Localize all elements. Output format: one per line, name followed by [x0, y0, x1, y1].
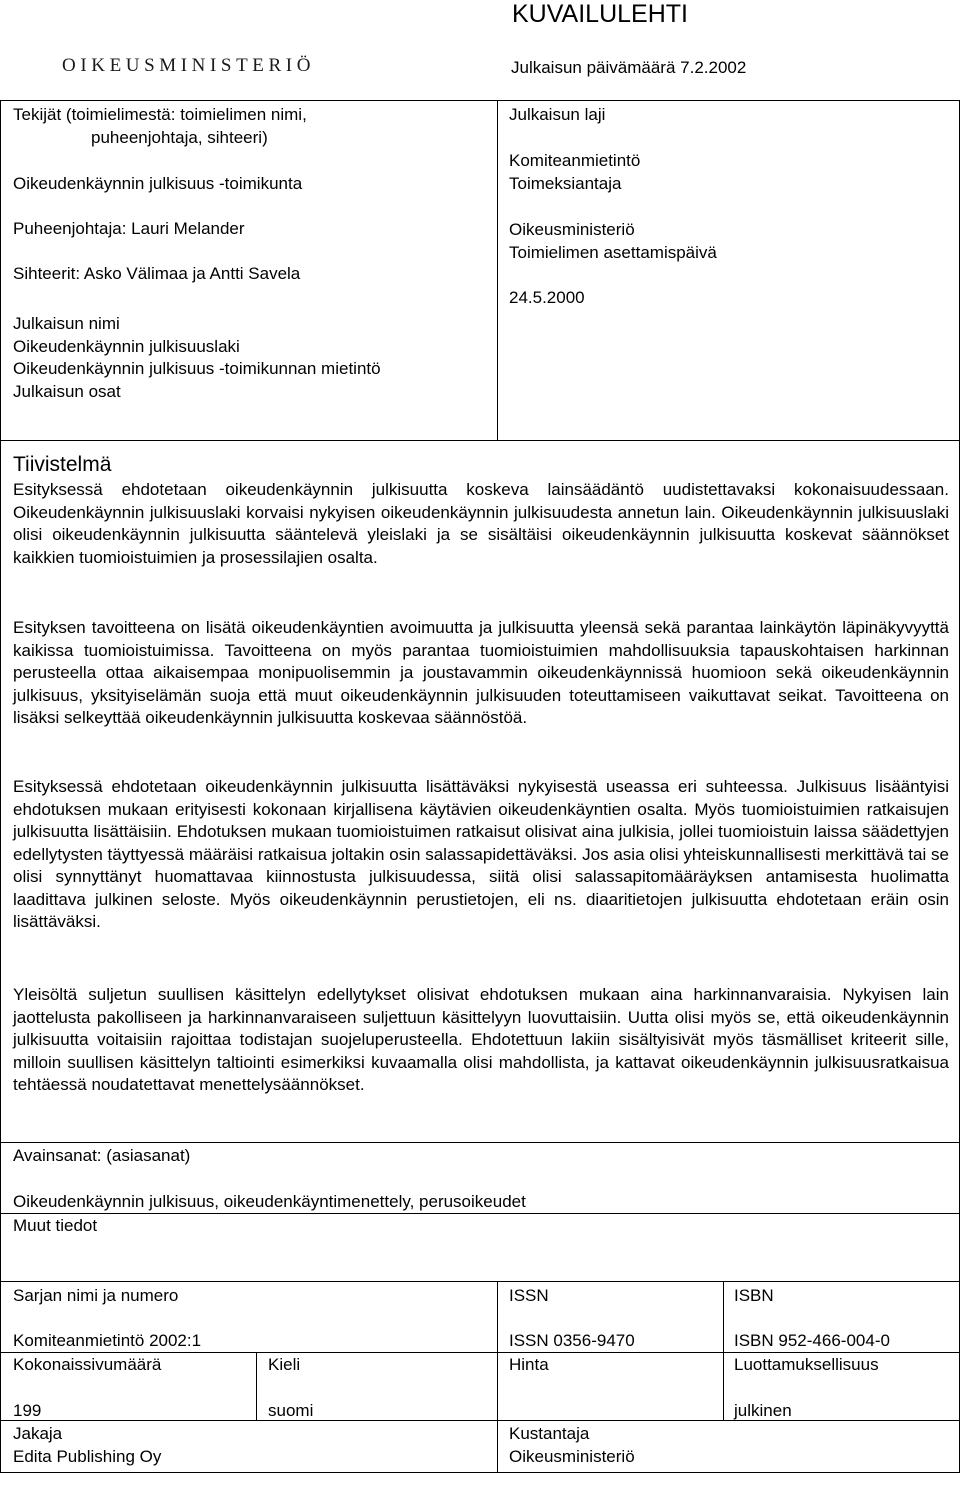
summary-paragraph-3: Esityksessä ehdotetaan oikeudenkäynnin julkisuutta lisättäväksi nykyisestä useassa eri suhteessa. Julkisuus lisääntyisi ehdotuksen mukaan erityisesti kokonaan kirjallisena käytävien oikeudenkäyntien osalta. Myös tuomioistuimien ratkaisujen julkisuutta lisättäisiin. Ehdotuksen mukaan tuomioistuimen ratkaisut olisivat aina julkisia, jollei tuomioistuin laissa säädettyjen edellytysten täyttyessä määräisi ratkaisua joltakin osin salassapidettäväksi. Jos asia olisi yhteiskunnallisesti merkittävä tai se olisi synnyttänyt huomattavaa kiinnostusta julkisuudessa, siitä olisi salassapitomääräyksen antamisesta huolimatta laadittava julkinen seloste. Myös oikeudenkäynnin perustietojen, eli ns. diaaritietojen julkisuutta ehdotetaan eräin osin lisättäväksi. — [13, 777, 949, 931]
footer-row-divider-2 — [0, 1420, 960, 1421]
price-label: Hinta — [509, 1355, 549, 1374]
distributor-value: Edita Publishing Oy — [13, 1447, 162, 1466]
publication-type-value: Komiteanmietintö — [509, 151, 641, 170]
publisher-value: Oikeusministeriö — [509, 1447, 635, 1466]
commissioner-label: Toimeksiantaja — [509, 174, 622, 193]
other-info-label: Muut tiedot — [13, 1216, 98, 1235]
publisher-label: Kustantaja — [509, 1424, 590, 1443]
language-label: Kieli — [268, 1355, 301, 1374]
distributor-label: Jakaja — [13, 1424, 63, 1443]
page-count-label: Kokonaissivumäärä — [13, 1355, 162, 1374]
keywords-value: Oikeudenkäynnin julkisuus, oikeudenkäyntimenettely, perusoikeudet — [13, 1192, 526, 1211]
series-value: Komiteanmietintö 2002:1 — [13, 1331, 202, 1350]
summary-title: Tiivistelmä — [13, 453, 112, 476]
summary-paragraph-2: Esityksen tavoitteena on lisätä oikeudenkäyntien avoimuutta ja julkisuutta yleensä sekä parantaa lainkäytön läpinäkyvyyttä kaikissa tuomioistuimissa. Tavoitteena on myös parantaa tuomioistuimien mahdollisuuksia tapauskohtaisen harkinnan perusteella ottaa aikaisempaa monipuolisemmin ja joustavammin oikeudenkäynnissä huomioon sekä oikeudenkäynnin julkisuus, yksityiselämän suoja että muut oikeudenkäynnin julkisuuden toteuttamiseen vaikuttavat seikat. Tavoitteena on lisäksi selkeyttää oikeudenkäynnin julkisuutta koskevaa säännöstöä. — [13, 618, 949, 727]
document-type-title: KUVAILULEHTI — [512, 0, 688, 28]
secretaries: Sihteerit: Asko Välimaa ja Antti Savela — [13, 264, 301, 283]
authors-label-line-2: puheenjohtaja, sihteeri) — [91, 128, 268, 147]
authors-label-line-1: Tekijät (toimielimestä: toimielimen nimi, — [13, 105, 307, 124]
header-section-divider — [0, 440, 960, 441]
footer-bottom-border — [0, 1472, 960, 1473]
language-value: suomi — [268, 1401, 314, 1420]
ministry-name: OIKEUSMINISTERIÖ — [62, 55, 316, 76]
footer-col-divider-c — [256, 1352, 257, 1420]
footer-col-divider-b — [723, 1281, 724, 1421]
isbn-label: ISBN — [734, 1286, 774, 1305]
chairperson: Puheenjohtaja: Lauri Melander — [13, 219, 245, 238]
page-count-value: 199 — [13, 1401, 42, 1420]
keywords-divider — [0, 1142, 960, 1143]
publication-name-line-2: Oikeudenkäynnin julkisuus -toimikunnan mietintö — [13, 359, 381, 378]
series-label: Sarjan nimi ja numero — [13, 1286, 179, 1305]
summary-paragraph-4: Yleisöltä suljetun suullisen käsittelyn edellytykset olisivat ehdotuksen mukaan aina harkinnanvaraisia. Nykyisen lain jaottelusta pakolliseen ja harkinnanvaraiseen suljettuun käsittelyyn luovuttaisiin. Uutta olisi myös se, että oikeudenkäynnin julkisuutta voitaisiin rajoittaa todistajan suojeluperusteella. Ehdotettuun lakiin sisältyisivät myös täsmälliset kriteerit sille, milloin suullisen käsittelyn taltiointi esimerkiksi kuvaamalla olisi mahdollista, ja kattavat oikeudenkäynnin julkisuusratkaisua tehtäessä noudatettavat menettelysäännökset. — [13, 985, 949, 1094]
appointment-date-label: Toimielimen asettamispäivä — [509, 243, 717, 262]
column-divider — [497, 100, 498, 440]
publication-parts-label: Julkaisun osat — [13, 382, 121, 401]
summary-paragraph-1: Esityksessä ehdotetaan oikeudenkäynnin julkisuutta koskeva lainsäädäntö uudistettavaksi kokonaisuudessaan. Oikeudenkäynnin julkisuuslaki korvaisi nykyisen oikeudenkäynnin julkisuudesta annetun lain. Oikeudenkäynnin julkisuuslaki olisi oikeudenkäynnin julkisuutta sääntelevä yleislaki ja se sisältäisi oikeudenkäynnin julkisuutta koskevat säännökset kaikkien tuomioistuimien ja prosessilajien osalta. — [13, 480, 949, 567]
publication-name-label: Julkaisun nimi — [13, 314, 120, 333]
issn-value: ISSN 0356-9470 — [509, 1331, 635, 1350]
authoring-body: Oikeudenkäynnin julkisuus -toimikunta — [13, 174, 303, 193]
other-info-divider — [0, 1213, 960, 1214]
publication-type-label: Julkaisun laji — [509, 105, 606, 124]
box-left-border — [0, 100, 1, 1443]
footer-left-border — [0, 1281, 1, 1473]
commissioner-value: Oikeusministeriö — [509, 220, 635, 239]
publication-name-line-1: Oikeudenkäynnin julkisuuslaki — [13, 337, 240, 356]
appointment-date-value: 24.5.2000 — [509, 288, 585, 307]
confidentiality-label: Luottamuksellisuus — [734, 1355, 879, 1374]
publication-date: Julkaisun päivämäärä 7.2.2002 — [511, 58, 747, 77]
confidentiality-value: julkinen — [734, 1401, 792, 1420]
footer-top-border — [0, 1281, 960, 1282]
footer-row-divider-1 — [0, 1352, 960, 1353]
isbn-value: ISBN 952-466-004-0 — [734, 1331, 890, 1350]
box-top-border — [0, 100, 960, 101]
footer-col-divider-a — [497, 1281, 498, 1473]
issn-label: ISSN — [509, 1286, 549, 1305]
keywords-label: Avainsanat: (asiasanat) — [13, 1146, 191, 1165]
